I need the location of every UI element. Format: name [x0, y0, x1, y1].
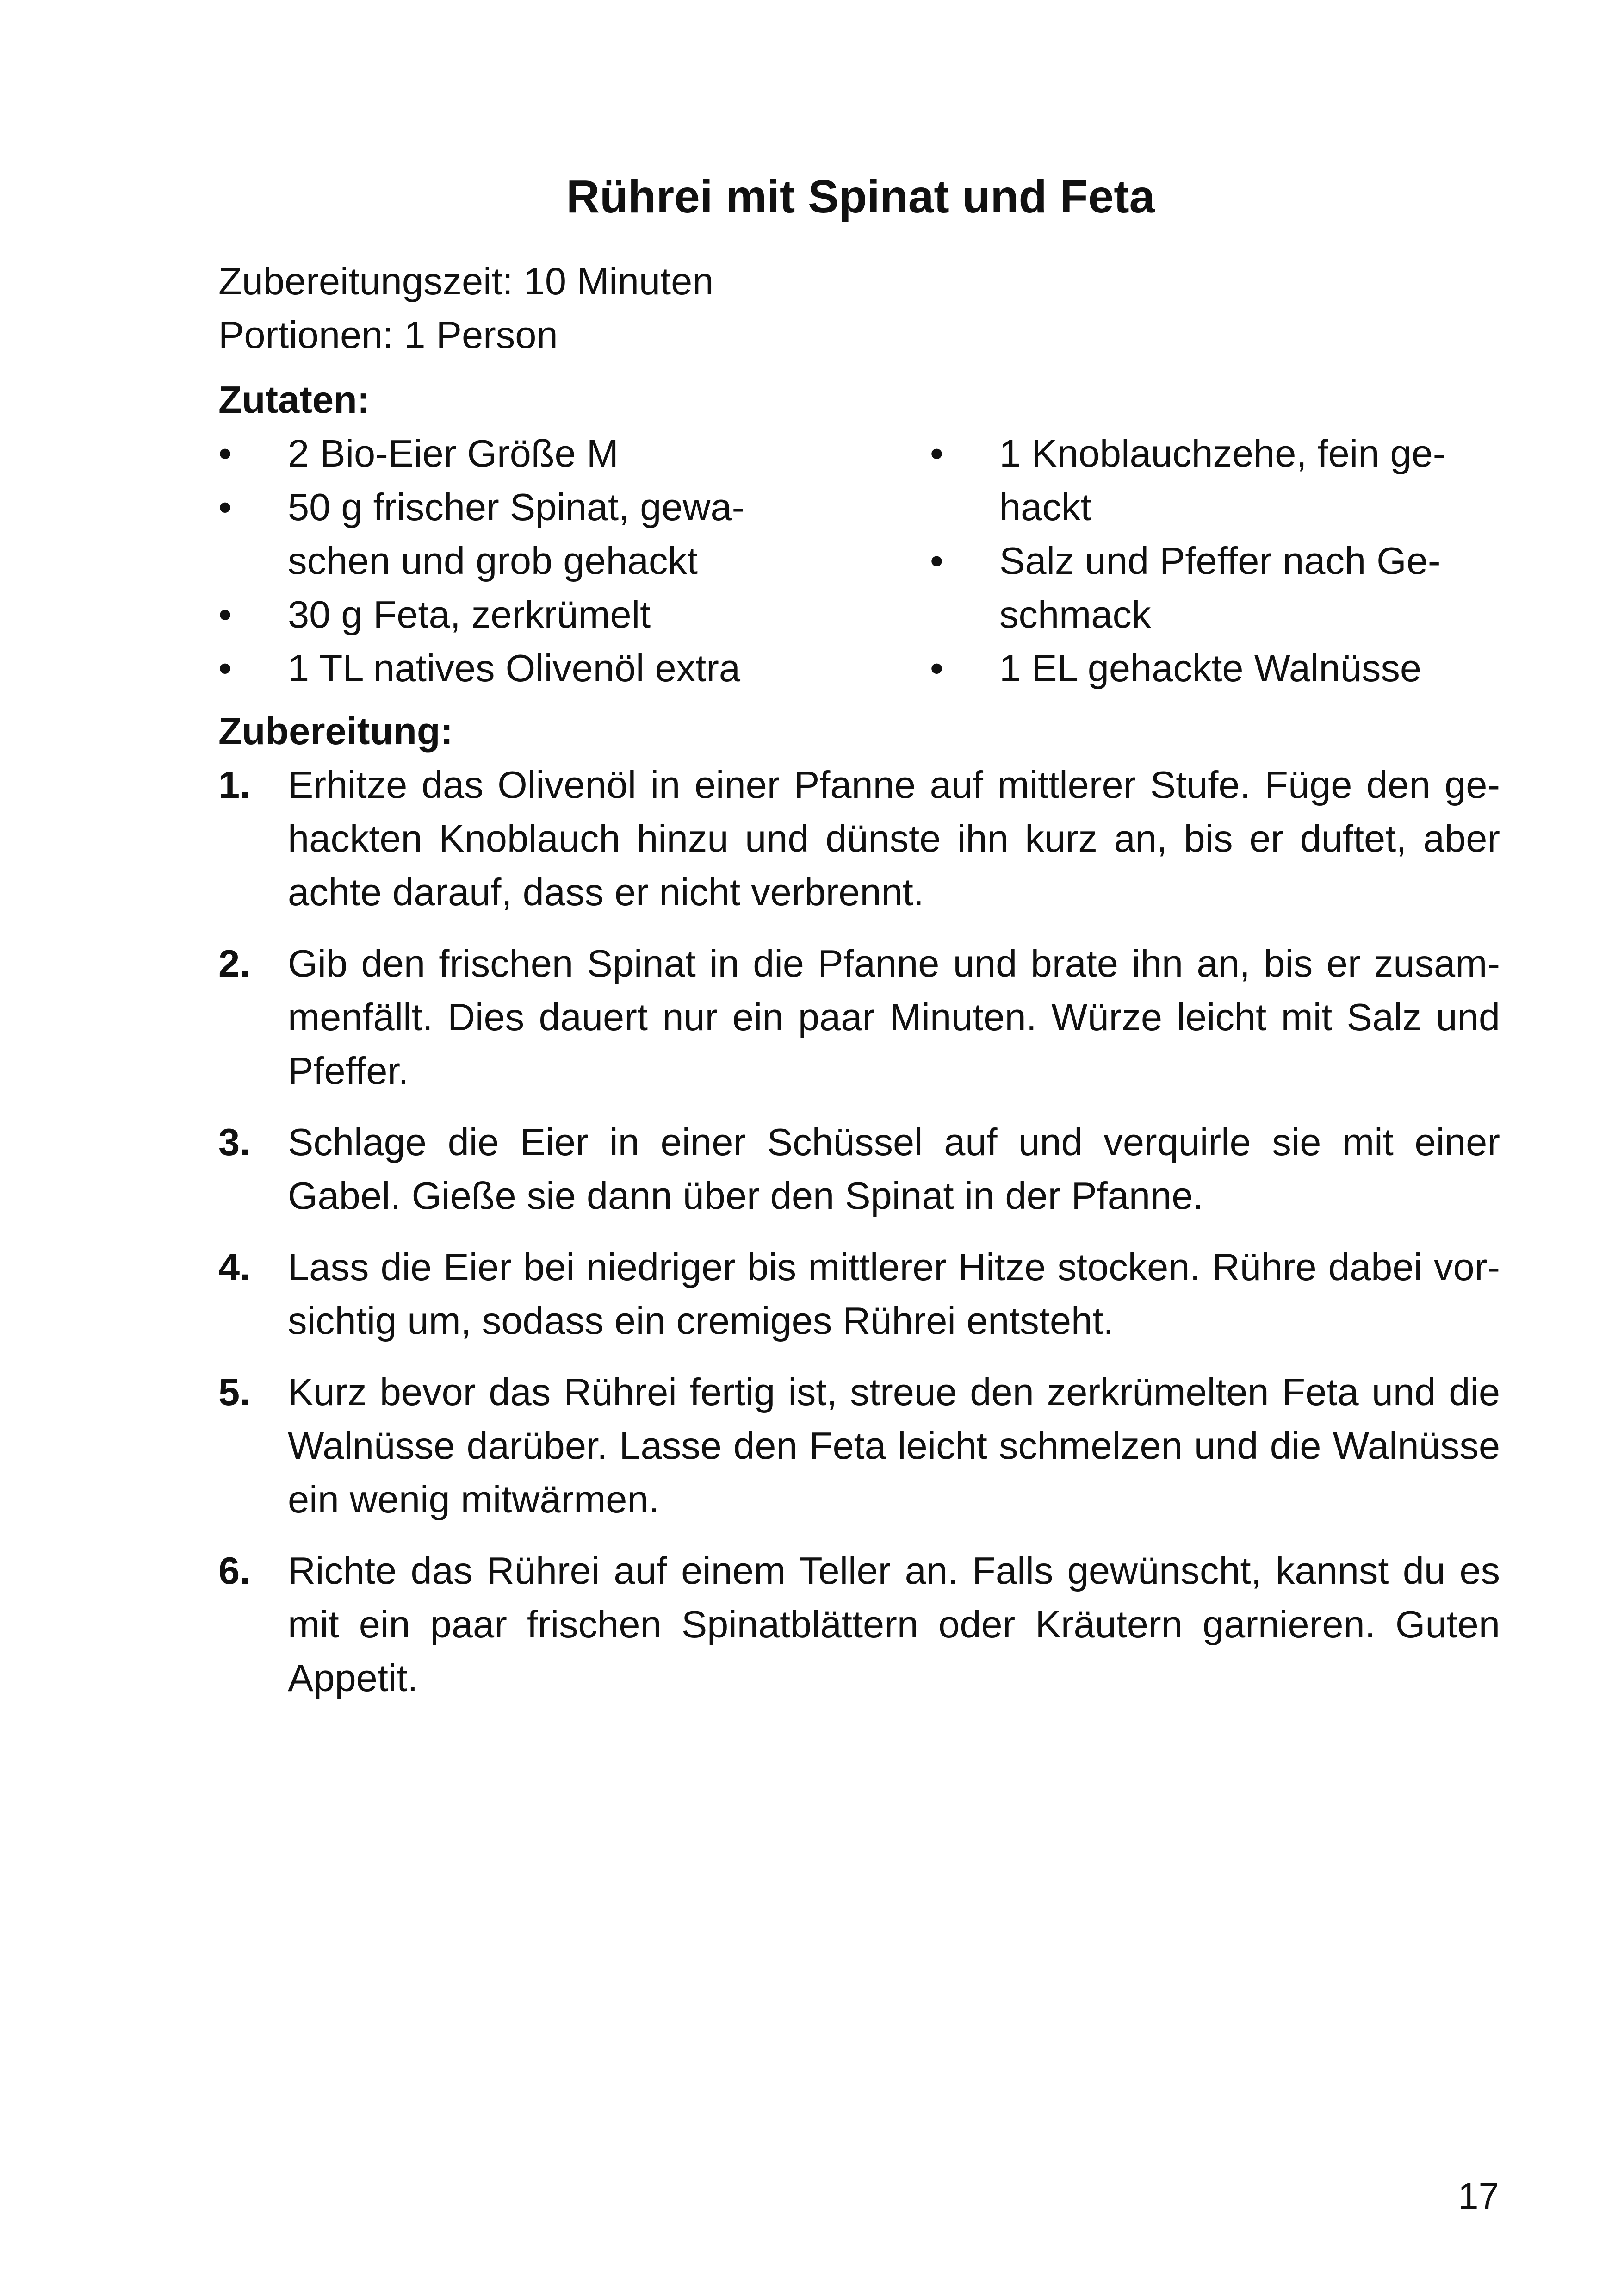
step-text: Schlage die Eier in einer Schüssel auf und verquirle sie mit einer Gabel. Gieße sie dann über den Spinat in der Pfanne. [288, 1120, 1500, 1217]
step-text: Richte das Rührei auf einem Teller an. Falls gewünscht, kannst du es mit ein paar frischen Spinatblättern oder Kräutern garnieren. Guten Appetit. [288, 1549, 1500, 1699]
ingredient-text: 50 g frischer Spinat, gewaschen und grob gehackt [288, 485, 745, 582]
ingredient-text: 1 EL gehackte Walnüsse [999, 647, 1421, 690]
preparation-heading: Zubereitung: [218, 709, 453, 753]
bullet-icon: • [218, 432, 232, 475]
step-text: Lass die Eier bei niedriger bis mittlerer Hitze stocken. Rühre dabei vorsichtig um, sodass ein cremiges Rührei entsteht. [288, 1245, 1500, 1342]
step-item [218, 1240, 1500, 1348]
bullet-icon: • [930, 539, 944, 582]
step-number: 6. [218, 1549, 251, 1592]
preparation-steps [218, 758, 1500, 1723]
step-text: Kurz bevor das Rührei fertig ist, streue den zerkrümelten Feta und die Walnüsse darüber. Lasse den Feta leicht schmelzen und die Walnüsse ein wenig mitwärmen. [288, 1370, 1500, 1521]
list-item [218, 588, 801, 641]
step-item [218, 1365, 1500, 1526]
list-item [218, 641, 801, 695]
list-item [218, 480, 801, 588]
ingredient-text: 2 Bio-Eier Größe M [288, 432, 619, 475]
step-item [218, 1544, 1500, 1705]
ingredient-text: 1 TL natives Olivenöl extra [288, 647, 741, 690]
page-number: 17 [1458, 2175, 1499, 2216]
step-number: 4. [218, 1245, 251, 1288]
ingredients-list-right [930, 427, 1522, 695]
step-text: Erhitze das Olivenöl in einer Pfanne auf mittlerer Stufe. Füge den gehackten Knoblauch hinzu und dünste ihn kurz an, bis er duftet, aber achte darauf, dass er nicht verbrennt. [288, 763, 1500, 914]
list-item [930, 427, 1522, 534]
step-text: Gib den frischen Spinat in die Pfanne und brate ihn an, bis er zusammenfällt. Dies dauert nur ein paar Minuten. Würze leicht mit Salz und Pfeffer. [288, 942, 1500, 1092]
step-number: 5. [218, 1370, 251, 1413]
ingredients-list-left [218, 427, 801, 695]
prep-time: Zubereitungszeit: 10 Minuten [218, 260, 714, 303]
list-item [930, 534, 1522, 641]
bullet-icon: • [930, 432, 944, 475]
list-item [930, 641, 1522, 695]
step-item [218, 758, 1500, 919]
ingredient-text: 1 Knoblauchzehe, fein gehackt [999, 432, 1446, 529]
step-number: 1. [218, 763, 251, 806]
bullet-icon: • [218, 485, 232, 529]
ingredients-heading: Zutaten: [218, 378, 370, 421]
portions: Portionen: 1 Person [218, 313, 558, 356]
step-number: 2. [218, 942, 251, 985]
ingredient-text: 30 g Feta, zerkrümelt [288, 593, 651, 636]
step-item [218, 1115, 1500, 1223]
ingredient-text: Salz und Pfeffer nach Geschmack [999, 539, 1441, 636]
bullet-icon: • [930, 647, 944, 690]
recipe-title: Rührei mit Spinat und Feta [566, 171, 1155, 223]
bullet-icon: • [218, 593, 232, 636]
step-number: 3. [218, 1120, 251, 1164]
bullet-icon: • [218, 647, 232, 690]
list-item [218, 427, 801, 480]
step-item [218, 937, 1500, 1098]
